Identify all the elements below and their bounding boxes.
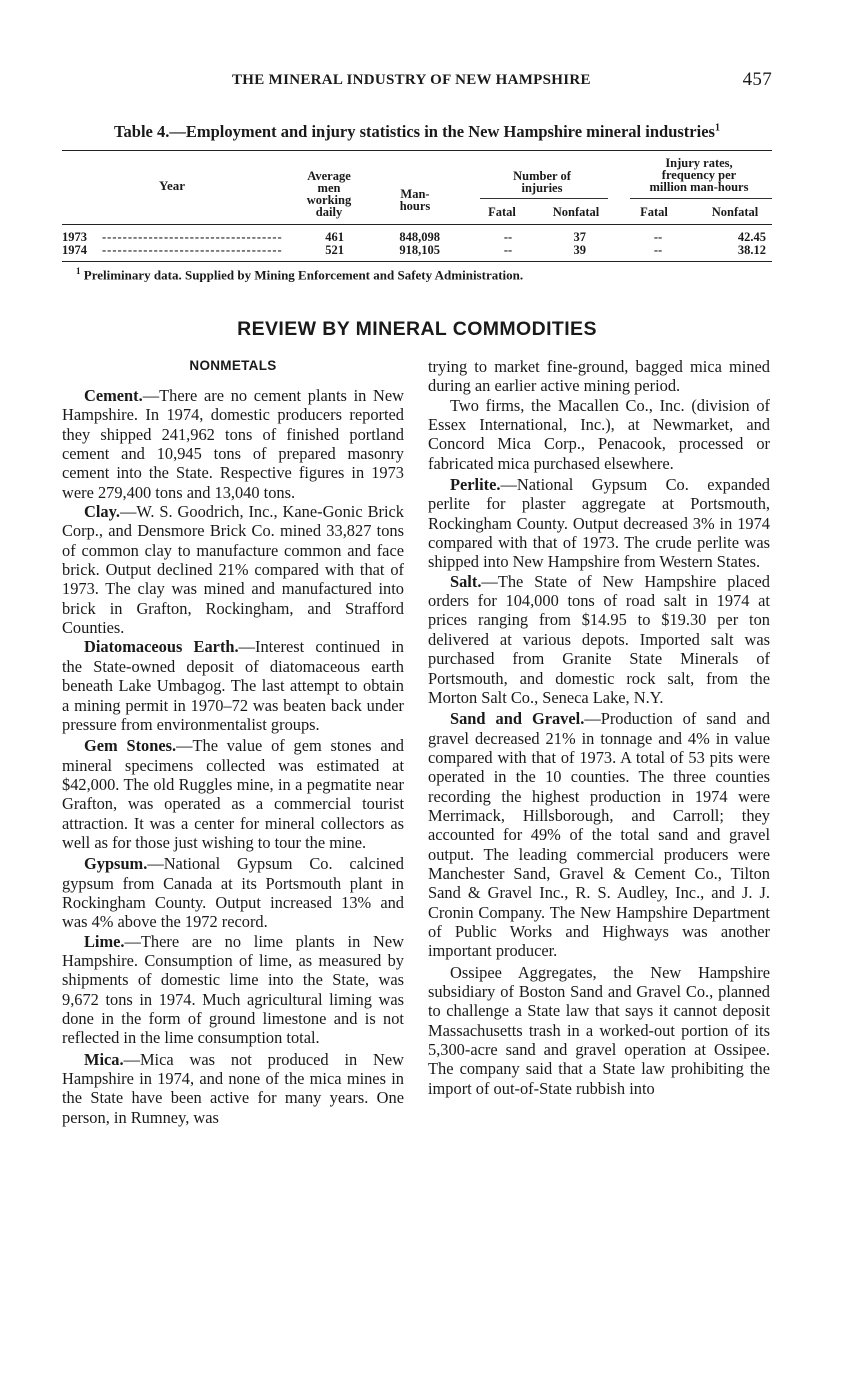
paragraph-sand-and-gravel xyxy=(428,709,770,960)
paragraph-text: Ossipee Aggregates, the New Hampshire subsidiary of Boston Sand and Gravel Co., planned to challenge a State law that says it cannot deposit Massachusetts trash in a worked-out portion of its 5,300-acre sand and gravel operation at Ossipee. The company said that a State law prohibiting the import of out-of-State rubbish into xyxy=(428,962,770,1098)
header-inj-fatal: Fatal xyxy=(488,205,516,219)
row-year: 1974 xyxy=(62,243,87,257)
paragraph-lead: Mica. xyxy=(84,1049,124,1069)
paragraph-ossipee xyxy=(428,963,770,1098)
header-number-of-injuries: Number of injuries xyxy=(513,169,571,195)
paragraph-salt xyxy=(428,572,770,707)
subsection-title: NONMETALS xyxy=(189,358,277,373)
paragraph-text: —The value of gem stones and mineral specimens collected was estimated at $42,000. The old Ruggles mine, in a pegmatite near Grafton, was operated as a commercial tourist attraction. It was a center for mineral collectors as well as for those just wishing to tour the mine. xyxy=(62,736,404,852)
footnote-marker: 1 xyxy=(76,266,81,276)
table-top-rule xyxy=(62,150,772,151)
right-column xyxy=(428,357,770,1098)
row-leader: ----------------------------------- xyxy=(102,244,283,257)
paragraph-mica-continued xyxy=(428,357,770,396)
table-caption xyxy=(62,122,772,142)
paragraph-text: —Mica was not produced in New Hampshire in 1974, and none of the mica mines in the State have been active for many years. One person, in Rumney, was xyxy=(62,1049,404,1127)
paragraph-text: —Production of sand and gravel decreased 21% in tonnage and 4% in value compared with that of 1973. A total of 53 pits were operated in the 10 counties. The three counties recording the highest production in 1974 were Merrimack, Hillsborough, and Carroll; they accounted for 49% of the total sand and gravel output. The leading commercial producers were Manchester Sand, Gravel & Cement Co., Tilton Sand & Gravel Inc., R. S. Audley, Inc., and J. J. Cronin Company. The New Hampshire Department of Public Works and Highways was another important producer. xyxy=(428,709,770,961)
footnote-text: Preliminary data. Supplied by Mining Enforcement and Safety Administration. xyxy=(83,267,524,283)
paragraph-lime xyxy=(62,932,404,1048)
paragraph-lead: Gem Stones. xyxy=(84,736,177,756)
paragraph-gem-stones xyxy=(62,736,404,852)
rates-subrule xyxy=(630,198,772,199)
header-rate-fatal: Fatal xyxy=(640,205,668,219)
paragraph-gypsum xyxy=(62,854,404,931)
paragraph-perlite xyxy=(428,475,770,572)
paragraph-mica-firms xyxy=(428,396,770,473)
table-bottom-rule xyxy=(62,261,772,262)
header-men: Average men working daily xyxy=(306,169,352,219)
row-leader: ----------------------------------- xyxy=(102,231,283,244)
paragraph-lead: Sand and Gravel. xyxy=(450,709,585,729)
row-inj-fatal: -- xyxy=(503,243,513,257)
paragraph-text: —There are no cement plants in New Hampshire. In 1974, domestic producers reported they shipped 241,962 tons of finished portland cement and 10,945 tons of prepared masonry cement into the State. Respective figures in 1973 were 279,400 tons and 13,040 tons. xyxy=(62,386,404,502)
row-rate-fatal: -- xyxy=(653,243,663,257)
paragraph-clay xyxy=(62,502,404,637)
table-caption-note-marker: 1 xyxy=(714,122,720,134)
injuries-subrule xyxy=(480,198,608,199)
row-hours: 918,105 xyxy=(399,243,440,257)
header-year: Year xyxy=(159,178,185,193)
header-hours: Man- hours xyxy=(399,187,431,213)
header-injury-rates: Injury rates, frequency per million man-hours xyxy=(649,156,749,194)
row-year: 1973 xyxy=(62,230,87,244)
row-inj-fatal: -- xyxy=(503,230,513,244)
paragraph-lead: Lime. xyxy=(84,931,125,951)
left-column xyxy=(62,386,404,1127)
paragraph-lead: Perlite. xyxy=(450,475,501,495)
table-caption-text: Table 4.—Employment and injury statistics in the New Hampshire mineral industries xyxy=(114,122,715,141)
paragraph-lead: Salt. xyxy=(450,571,482,591)
paragraph-cement xyxy=(62,386,404,502)
row-inj-nonfatal: 39 xyxy=(573,243,586,257)
row-inj-nonfatal: 37 xyxy=(573,230,586,244)
page-number: 457 xyxy=(742,69,772,90)
paragraph-text: —Interest continued in the State-owned deposit of diatomaceous earth beneath Lake Umbagog. The last attempt to obtain a mining permit in 1970–72 was beaten back under pressure from environmentalist groups. xyxy=(62,637,404,734)
table-footnote xyxy=(76,266,523,283)
row-rate-nonfatal: 42.45 xyxy=(737,230,766,244)
paragraph-lead: Gypsum. xyxy=(84,854,148,874)
paragraph-lead: Diatomaceous Earth. xyxy=(84,637,239,657)
paragraph-lead: Clay. xyxy=(84,502,120,522)
row-men: 521 xyxy=(325,243,344,257)
row-rate-fatal: -- xyxy=(653,230,663,244)
paragraph-text: —National Gypsum Co. expanded perlite for plaster aggregate at Portsmouth, Rockingham County. Output decreased 3% in 1974 compared with that of 1973. The crude perlite was shipped into New Hampshire from Western States. xyxy=(428,475,770,572)
paragraph-lead: Cement. xyxy=(84,386,143,405)
table-header-rule xyxy=(62,224,772,225)
row-rate-nonfatal: 38.12 xyxy=(737,243,766,257)
paragraph-text: —W. S. Goodrich, Inc., Kane-Gonic Brick Corp., and Densmore Brick Co. mined 33,827 tons of common clay to manufacture common and face brick. Output declined 21% compared with that of 1973. The clay was mined and manufactured into brick in Grafton, Rockingham, and Strafford Counties. xyxy=(62,502,404,638)
paragraph-text: trying to market fine-ground, bagged mica mined during an earlier active mining period. xyxy=(428,357,770,396)
row-men: 461 xyxy=(325,230,344,244)
section-title: REVIEW BY MINERAL COMMODITIES xyxy=(237,318,597,340)
paragraph-text: —The State of New Hampshire placed orders for 104,000 tons of road salt in 1974 at prices ranging from $14.95 to $19.30 per ton delivered at various depots. Imported salt was purchased from Granite State Minerals of Portsmouth, and domestic rock salt, from the Morton Salt Co., Seneca Lake, N.Y. xyxy=(428,571,770,707)
paragraph-diatomaceous-earth xyxy=(62,637,404,734)
row-hours: 848,098 xyxy=(399,230,440,244)
running-title: THE MINERAL INDUSTRY OF NEW HAMPSHIRE xyxy=(232,72,591,88)
paragraph-text: Two firms, the Macallen Co., Inc. (division of Essex International, Inc.), at Newmarket, and Concord Mica Corp., Penacook, processed or fabricated mica purchased elsewhere. xyxy=(428,395,770,473)
paragraph-text: —There are no lime plants in New Hampshire. Consumption of lime, as measured by shipments of domestic lime into the State, was 9,672 tons in 1974. Much agricultural liming was done in the form of ground limestone and is not reflected in the lime consumption total. xyxy=(62,931,404,1048)
paragraph-text: —National Gypsum Co. calcined gypsum from Canada at its Portsmouth plant in Rockingham County. Output increased 13% and was 4% above the 1972 record. xyxy=(62,854,404,932)
paragraph-mica xyxy=(62,1050,404,1127)
header-rate-nonfatal: Nonfatal xyxy=(711,205,759,219)
header-inj-nonfatal: Nonfatal xyxy=(552,205,600,219)
